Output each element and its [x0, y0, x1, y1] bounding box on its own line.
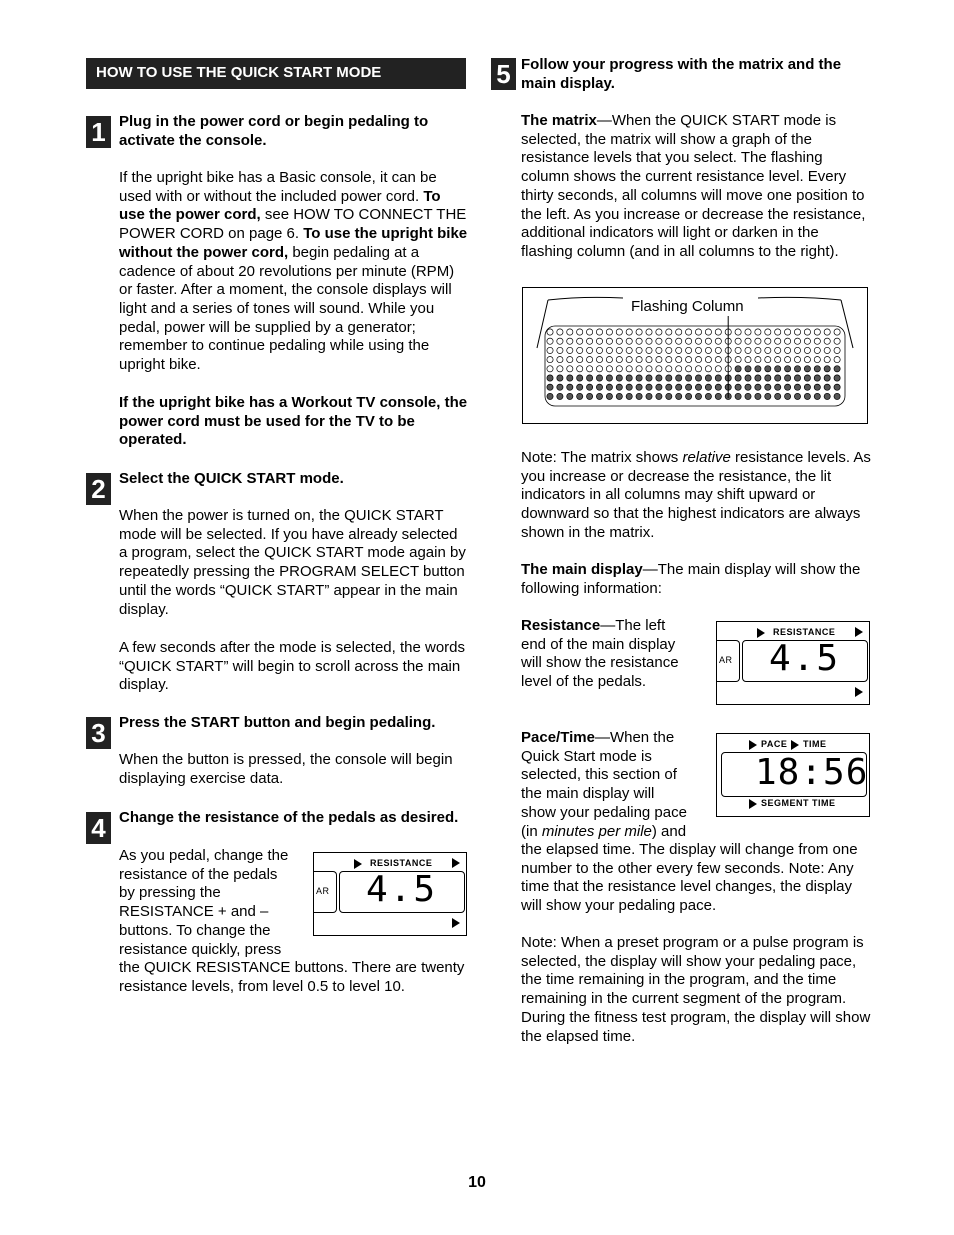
step-4-title: Change the resistance of the pedals as desired.	[119, 809, 459, 826]
matrix-dot	[577, 347, 583, 353]
play-outline-icon	[452, 858, 460, 868]
matrix-dot	[814, 393, 820, 399]
matrix-dot	[567, 366, 573, 372]
matrix-dot	[785, 384, 791, 390]
matrix-dot	[765, 357, 771, 363]
matrix-dot	[666, 366, 672, 372]
matrix-dot	[577, 393, 583, 399]
matrix-dot	[587, 329, 593, 335]
matrix-dot	[596, 329, 602, 335]
matrix-dot	[765, 329, 771, 335]
matrix-dot	[804, 393, 810, 399]
matrix-dot	[676, 375, 682, 381]
matrix-dot	[824, 393, 830, 399]
matrix-dot	[804, 366, 810, 372]
matrix-dot	[775, 357, 781, 363]
matrix-dot	[745, 375, 751, 381]
matrix-dot	[547, 384, 553, 390]
matrix-dot	[557, 393, 563, 399]
matrix-dot	[616, 357, 622, 363]
matrix-dot	[775, 347, 781, 353]
matrix-dot	[676, 384, 682, 390]
play-icon	[757, 628, 765, 638]
matrix-dot	[686, 338, 692, 344]
matrix-dot	[824, 366, 830, 372]
matrix-dot	[636, 384, 642, 390]
matrix-dot	[705, 384, 711, 390]
matrix-dot	[755, 357, 761, 363]
section-header: HOW TO USE THE QUICK START MODE	[86, 58, 466, 89]
matrix-dot	[705, 393, 711, 399]
play-outline-icon-bottom	[452, 918, 460, 928]
matrix-dot	[666, 357, 672, 363]
matrix-dot	[775, 384, 781, 390]
step-2-title: Select the QUICK START mode.	[119, 470, 344, 487]
matrix-dot	[794, 357, 800, 363]
matrix-dot	[814, 338, 820, 344]
matrix-dot	[646, 393, 652, 399]
matrix-dot	[606, 357, 612, 363]
matrix-dot	[636, 366, 642, 372]
matrix-dot	[824, 357, 830, 363]
matrix-dot	[824, 384, 830, 390]
matrix-dot	[755, 338, 761, 344]
matrix-dot	[785, 357, 791, 363]
matrix-dot	[557, 366, 563, 372]
matrix-dot	[834, 329, 840, 335]
matrix-dot	[666, 338, 672, 344]
matrix-dot	[606, 375, 612, 381]
matrix-dot	[616, 384, 622, 390]
step-number-1: 1	[86, 116, 111, 148]
matrix-dot	[626, 329, 632, 335]
matrix-dot	[547, 329, 553, 335]
matrix-dot	[705, 347, 711, 353]
resistance-display-figure-2	[716, 621, 870, 705]
matrix-dot	[834, 384, 840, 390]
matrix-dot	[745, 384, 751, 390]
matrix-dot	[577, 366, 583, 372]
matrix-dot	[735, 338, 741, 344]
matrix-dot	[735, 366, 741, 372]
matrix-dot	[765, 393, 771, 399]
matrix-dot	[705, 357, 711, 363]
matrix-dot	[666, 347, 672, 353]
matrix-dot	[695, 393, 701, 399]
matrix-dot	[636, 393, 642, 399]
pace-time-display-figure	[716, 733, 870, 817]
matrix-dot	[735, 375, 741, 381]
matrix-dot	[676, 347, 682, 353]
matrix-dot	[715, 366, 721, 372]
matrix-dot	[814, 375, 820, 381]
step-2-body: When the power is turned on, the QUICK START mode will be selected. If you have already selected a program, select the QUICK START mode again by repeatedly pressing the PROGRAM SELECT button until the words “QUICK START” appear in the main display.	[119, 507, 466, 618]
step-2-body-2: A few seconds after the mode is selected, the words “QUICK START” will begin to scroll across the main display.	[119, 639, 466, 694]
matrix-dot	[656, 366, 662, 372]
matrix-dot	[695, 338, 701, 344]
matrix-dot	[606, 347, 612, 353]
matrix-dot	[666, 393, 672, 399]
pace-paragraph: Pace/Time—When the Quick Start mode is selected, this section of the main display will show your pedaling pace (in minutes per mile) and	[521, 729, 687, 840]
matrix-dot	[785, 347, 791, 353]
resistance-label: RESISTANCE	[370, 858, 433, 868]
matrix-dot	[587, 366, 593, 372]
main-display-paragraph: The main display—The main display will show the following information:	[521, 561, 861, 597]
matrix-dot	[686, 375, 692, 381]
matrix-dot	[794, 347, 800, 353]
matrix-dot	[814, 347, 820, 353]
matrix-dot	[765, 384, 771, 390]
matrix-dot	[775, 375, 781, 381]
matrix-dot	[557, 375, 563, 381]
matrix-dot	[775, 338, 781, 344]
matrix-dot	[686, 384, 692, 390]
matrix-dot	[567, 375, 573, 381]
matrix-dot	[834, 338, 840, 344]
matrix-dot	[646, 357, 652, 363]
matrix-dot	[596, 375, 602, 381]
matrix-dot	[715, 384, 721, 390]
matrix-dot	[616, 347, 622, 353]
matrix-paragraph: The matrix—When the QUICK START mode is selected, the matrix will show a graph of the resistance levels that you select. The flashing column shows the current resistance level. Every thirty seconds, all columns will move one position to the left. As you increase or decrease the resistance, additional indicators will light or darken in the flashing column (and in all columns to the right).	[521, 112, 866, 260]
matrix-dot	[765, 375, 771, 381]
matrix-dot	[794, 393, 800, 399]
matrix-dot	[587, 338, 593, 344]
matrix-dot	[656, 393, 662, 399]
step-1-title: Plug in the power cord or begin pedaling to activate the console.	[119, 113, 429, 149]
matrix-dot	[567, 357, 573, 363]
matrix-dot	[557, 338, 563, 344]
matrix-dot	[557, 347, 563, 353]
matrix-dot	[666, 384, 672, 390]
step-number-2: 2	[86, 473, 111, 505]
matrix-dot	[636, 357, 642, 363]
page-number: 10	[468, 1174, 486, 1191]
matrix-dot	[686, 329, 692, 335]
matrix-dot	[735, 384, 741, 390]
matrix-dot	[715, 393, 721, 399]
step-4-body-2: the QUICK RESISTANCE buttons. There are twenty resistance levels, from level 0.5 to level 10.	[119, 959, 465, 995]
matrix-dot	[824, 329, 830, 335]
matrix-dot	[804, 357, 810, 363]
resistance-label: RESISTANCE	[773, 627, 836, 637]
matrix-dot	[587, 375, 593, 381]
matrix-dot	[715, 357, 721, 363]
matrix-dot	[745, 329, 751, 335]
matrix-dot	[785, 338, 791, 344]
matrix-dot	[656, 338, 662, 344]
matrix-dot	[596, 338, 602, 344]
matrix-dot	[656, 329, 662, 335]
matrix-dot	[636, 338, 642, 344]
matrix-dot	[705, 329, 711, 335]
play-outline-icon	[749, 740, 757, 750]
matrix-dot	[834, 393, 840, 399]
matrix-dot	[676, 366, 682, 372]
matrix-dot	[745, 338, 751, 344]
matrix-dot	[814, 357, 820, 363]
matrix-dot	[626, 357, 632, 363]
matrix-dot	[606, 393, 612, 399]
matrix-dot	[755, 366, 761, 372]
matrix-dot	[587, 384, 593, 390]
matrix-dot	[765, 338, 771, 344]
matrix-dot	[676, 329, 682, 335]
matrix-dot	[606, 338, 612, 344]
matrix-dot	[567, 338, 573, 344]
matrix-note: Note: The matrix shows relative resistance levels. As you increase or decrease the resistance, the lit indicators in all columns may shift upward or downward so that the highest indicators are always shown in the matrix.	[521, 449, 871, 541]
play-icon	[791, 740, 799, 750]
matrix-dot	[785, 366, 791, 372]
matrix-dot	[626, 366, 632, 372]
matrix-dot	[577, 338, 583, 344]
matrix-dot	[695, 366, 701, 372]
matrix-dot	[557, 329, 563, 335]
matrix-dot	[705, 338, 711, 344]
matrix-dot	[735, 393, 741, 399]
matrix-dot	[775, 366, 781, 372]
matrix-dot	[606, 329, 612, 335]
resistance-value: 4.5	[366, 869, 438, 910]
matrix-dot	[804, 347, 810, 353]
matrix-dot	[785, 375, 791, 381]
matrix-dot	[794, 384, 800, 390]
pace-paragraph-2: the elapsed time. The display will change from one number to the other every few seconds. Note: Any time that the resistance level changes, the display will show your pedaling pace.	[521, 841, 858, 915]
pace-label: PACE	[761, 739, 788, 749]
matrix-dot	[686, 393, 692, 399]
matrix-dot	[745, 357, 751, 363]
matrix-dot	[695, 329, 701, 335]
time-label: TIME	[803, 739, 827, 749]
matrix-dot	[824, 375, 830, 381]
matrix-dot	[577, 329, 583, 335]
matrix-dot	[587, 347, 593, 353]
matrix-dot	[705, 375, 711, 381]
resistance-value: 4.5	[769, 638, 841, 679]
matrix-dot	[745, 347, 751, 353]
matrix-dot	[626, 375, 632, 381]
matrix-dot	[794, 329, 800, 335]
matrix-dot	[547, 375, 553, 381]
matrix-dot	[656, 384, 662, 390]
matrix-dot	[745, 393, 751, 399]
matrix-dot	[794, 366, 800, 372]
matrix-dot	[577, 375, 583, 381]
step-number-3: 3	[86, 717, 111, 749]
matrix-dot	[557, 384, 563, 390]
matrix-dot	[616, 366, 622, 372]
matrix-dot	[626, 393, 632, 399]
matrix-dot	[596, 366, 602, 372]
matrix-dot	[676, 357, 682, 363]
matrix-dot	[745, 366, 751, 372]
matrix-dot	[666, 329, 672, 335]
matrix-dot	[547, 357, 553, 363]
matrix-dot	[636, 329, 642, 335]
matrix-dot	[587, 393, 593, 399]
matrix-dot	[636, 375, 642, 381]
matrix-dot	[794, 375, 800, 381]
matrix-dot	[755, 329, 761, 335]
matrix-dot	[804, 329, 810, 335]
matrix-dot	[715, 329, 721, 335]
matrix-dot	[695, 347, 701, 353]
step-number-4: 4	[86, 812, 111, 844]
matrix-dot	[735, 329, 741, 335]
matrix-dot	[695, 375, 701, 381]
matrix-dot	[606, 366, 612, 372]
matrix-dot	[775, 329, 781, 335]
matrix-dot	[646, 347, 652, 353]
matrix-graphic	[523, 288, 867, 423]
matrix-dot	[676, 393, 682, 399]
matrix-dot	[666, 375, 672, 381]
matrix-dot	[596, 347, 602, 353]
matrix-dot	[626, 338, 632, 344]
matrix-dot	[814, 329, 820, 335]
side-text: AR	[719, 655, 733, 665]
matrix-dot	[577, 357, 583, 363]
matrix-dot	[755, 393, 761, 399]
matrix-dot	[616, 375, 622, 381]
matrix-dot	[557, 357, 563, 363]
step-3-title: Press the START button and begin pedaling.	[119, 714, 436, 731]
matrix-dot	[646, 375, 652, 381]
matrix-dot	[606, 384, 612, 390]
matrix-dot	[715, 347, 721, 353]
step-1-body: If the upright bike has a Basic console, it can be used with or without the included power cord. To use the power cord, see HOW TO CONNECT THE POWER CORD on page 6. To use the upright bike without the power cord, begin pedaling at a cadence of about 20 revolutions per minute (RPM) or faster. After a moment, the console displays will light and a series of tones will sound. While you pedal, power will be supplied by a generator; remember to continue pedaling while using the upright bike.	[119, 169, 468, 374]
matrix-dot	[686, 366, 692, 372]
matrix-dot	[705, 366, 711, 372]
side-text: AR	[316, 886, 330, 896]
matrix-dot	[794, 338, 800, 344]
matrix-dot	[785, 329, 791, 335]
flashing-column-label: Flashing Column	[631, 298, 744, 315]
matrix-dot	[755, 347, 761, 353]
matrix-dot	[834, 375, 840, 381]
matrix-dot	[547, 338, 553, 344]
play-outline-icon-bottom	[855, 687, 863, 697]
play-outline-icon	[855, 627, 863, 637]
matrix-dot	[814, 384, 820, 390]
matrix-dot	[636, 347, 642, 353]
pace-value: 18:56	[755, 752, 869, 793]
matrix-dot	[715, 375, 721, 381]
matrix-dot	[834, 366, 840, 372]
matrix-dot	[775, 393, 781, 399]
matrix-dot	[587, 357, 593, 363]
matrix-dot	[577, 384, 583, 390]
matrix-dot	[656, 347, 662, 353]
matrix-dot	[686, 357, 692, 363]
matrix-dot	[804, 338, 810, 344]
step-number-5: 5	[491, 58, 516, 90]
play-icon	[354, 859, 362, 869]
matrix-dot	[596, 357, 602, 363]
matrix-dot	[676, 338, 682, 344]
matrix-dot	[765, 366, 771, 372]
segment-time-label: SEGMENT TIME	[761, 798, 836, 808]
matrix-dot	[646, 366, 652, 372]
matrix-dot	[616, 329, 622, 335]
matrix-dot	[834, 347, 840, 353]
matrix-dot	[626, 347, 632, 353]
matrix-dot	[596, 393, 602, 399]
matrix-dot	[755, 375, 761, 381]
matrix-dot	[646, 384, 652, 390]
step-3-body: When the button is pressed, the console will begin displaying exercise data.	[119, 751, 453, 787]
matrix-dot	[755, 384, 761, 390]
matrix-dot	[547, 366, 553, 372]
matrix-dot	[567, 393, 573, 399]
matrix-dot	[804, 375, 810, 381]
matrix-dot	[824, 347, 830, 353]
matrix-dot	[567, 329, 573, 335]
matrix-dot	[646, 338, 652, 344]
matrix-dot	[626, 384, 632, 390]
matrix-dot	[814, 366, 820, 372]
matrix-dot	[735, 357, 741, 363]
matrix-dot	[567, 347, 573, 353]
matrix-dot	[646, 329, 652, 335]
step-5-title: Follow your progress with the matrix and the main display.	[521, 56, 842, 92]
matrix-dot	[824, 338, 830, 344]
matrix-dot	[715, 338, 721, 344]
resistance-paragraph: Resistance—The left end of the main display will show the resistance level of the pedals.	[521, 617, 679, 691]
resistance-display-figure	[313, 852, 467, 936]
matrix-dot	[785, 393, 791, 399]
matrix-dot	[735, 347, 741, 353]
matrix-dot	[547, 347, 553, 353]
play-outline-icon-bottom	[749, 799, 757, 809]
matrix-dot	[596, 384, 602, 390]
program-note: Note: When a preset program or a pulse program is selected, the display will show your pedaling pace, the time remaining in the program, and the time remaining in the current segment of the program. During the fitness test program, the display will show the elapsed time.	[521, 934, 871, 1045]
matrix-dot	[765, 347, 771, 353]
matrix-dot	[547, 393, 553, 399]
matrix-dot	[804, 384, 810, 390]
matrix-figure	[522, 287, 868, 424]
matrix-dot	[567, 384, 573, 390]
matrix-dot	[834, 357, 840, 363]
matrix-dot	[616, 338, 622, 344]
matrix-dot	[656, 357, 662, 363]
matrix-dot	[695, 384, 701, 390]
matrix-dot	[656, 375, 662, 381]
step-4-body: As you pedal, change the resistance of the pedals by pressing the RESISTANCE + and – buttons. To change the resistance quickly, press	[119, 847, 289, 958]
step-1-note: If the upright bike has a Workout TV console, the power cord must be used for the TV to be operated.	[119, 394, 468, 449]
matrix-dot	[695, 357, 701, 363]
matrix-dot	[686, 347, 692, 353]
matrix-dot	[616, 393, 622, 399]
